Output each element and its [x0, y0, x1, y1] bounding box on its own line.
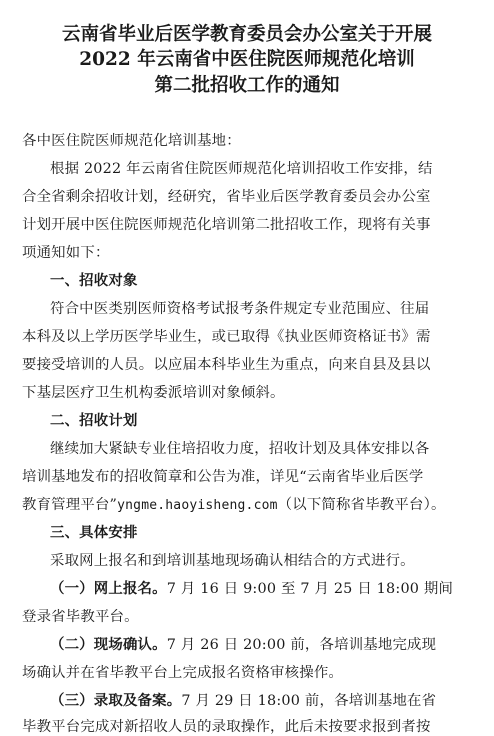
item-1-line [50, 580, 453, 598]
item-3-text: 7 月 29 日 18:00 前，各培训基地在省 [181, 693, 437, 709]
section-2-line-3-suffix: （以下简称省毕教平台）。 [277, 497, 446, 513]
item-1-label: （一）网上报名。 [50, 580, 167, 597]
section-3-intro: 采取网上报名和到培训基地现场确认相结合的方式进行。 [50, 553, 415, 569]
section-2-heading: 二、招收计划 [50, 412, 138, 429]
platform-url-link[interactable]: yngme.haoyisheng.com [117, 498, 278, 513]
section-2-line-3-prefix: 教育管理平台” [22, 497, 118, 513]
intro-line-1: 根据 2022 年云南省住院医师规范化培训招收工作安排，结 [50, 161, 433, 177]
salutation: 各中医住院医师规范化培训基地： [22, 133, 241, 149]
section-3-heading: 三、具体安排 [50, 524, 138, 541]
item-2-line [50, 636, 436, 654]
title-line-3: 第二批招收工作的通知 [154, 75, 340, 96]
intro-line-3: 计划开展中医住院医师规范化培训第二批招收工作，现将有关事 [22, 217, 431, 233]
section-2-line-1: 继续加大紧缺专业住培招收力度，招收计划及具体安排以各 [50, 441, 430, 457]
item-3-line [50, 692, 436, 710]
title-line-2: 2022 年云南省中医住院医师规范化培训 [79, 49, 415, 70]
item-3-label: （三）录取及备案。 [50, 692, 182, 709]
item-1-cont: 登录省毕教平台。 [22, 609, 139, 625]
section-2-line-3 [22, 496, 446, 515]
section-1-line-3: 要接受培训的人员。以应届本科毕业生为重点，向来自县及县以 [22, 357, 431, 373]
intro-line-4: 项通知如下： [22, 245, 110, 261]
item-2-text: 7 月 26 日 20:00 前，各培训基地完成现 [166, 637, 437, 653]
section-1-heading: 一、招收对象 [50, 272, 138, 289]
intro-line-2: 合全省剩余招收计划，经研究，省毕业后医学教育委员会办公室 [22, 189, 431, 205]
title-line-1: 云南省毕业后医学教育委员会办公室关于开展 [61, 24, 432, 45]
item-2-label: （二）现场确认。 [50, 636, 167, 653]
section-1-line-4: 下基层医疗卫生机构委派培训对象倾斜。 [22, 385, 285, 401]
item-3-cont: 毕教平台完成对新招收人员的录取操作，此后未按要求报到者按 [22, 719, 431, 735]
section-2-line-2: 培训基地发布的招收简章和公告为准，详见“云南省毕业后医学 [22, 469, 424, 485]
item-1-text: 7 月 16 日 9:00 至 7 月 25 日 18:00 期间 [166, 581, 454, 597]
section-1-line-2: 本科及以上学历医学毕业生，或已取得《执业医师资格证书》需 [22, 329, 431, 345]
item-2-cont: 场确认并在省毕教平台上完成报名资格审核操作。 [22, 665, 343, 681]
section-1-line-1: 符合中医类别医师资格考试报考条件规定专业范围应、往届 [50, 301, 430, 317]
